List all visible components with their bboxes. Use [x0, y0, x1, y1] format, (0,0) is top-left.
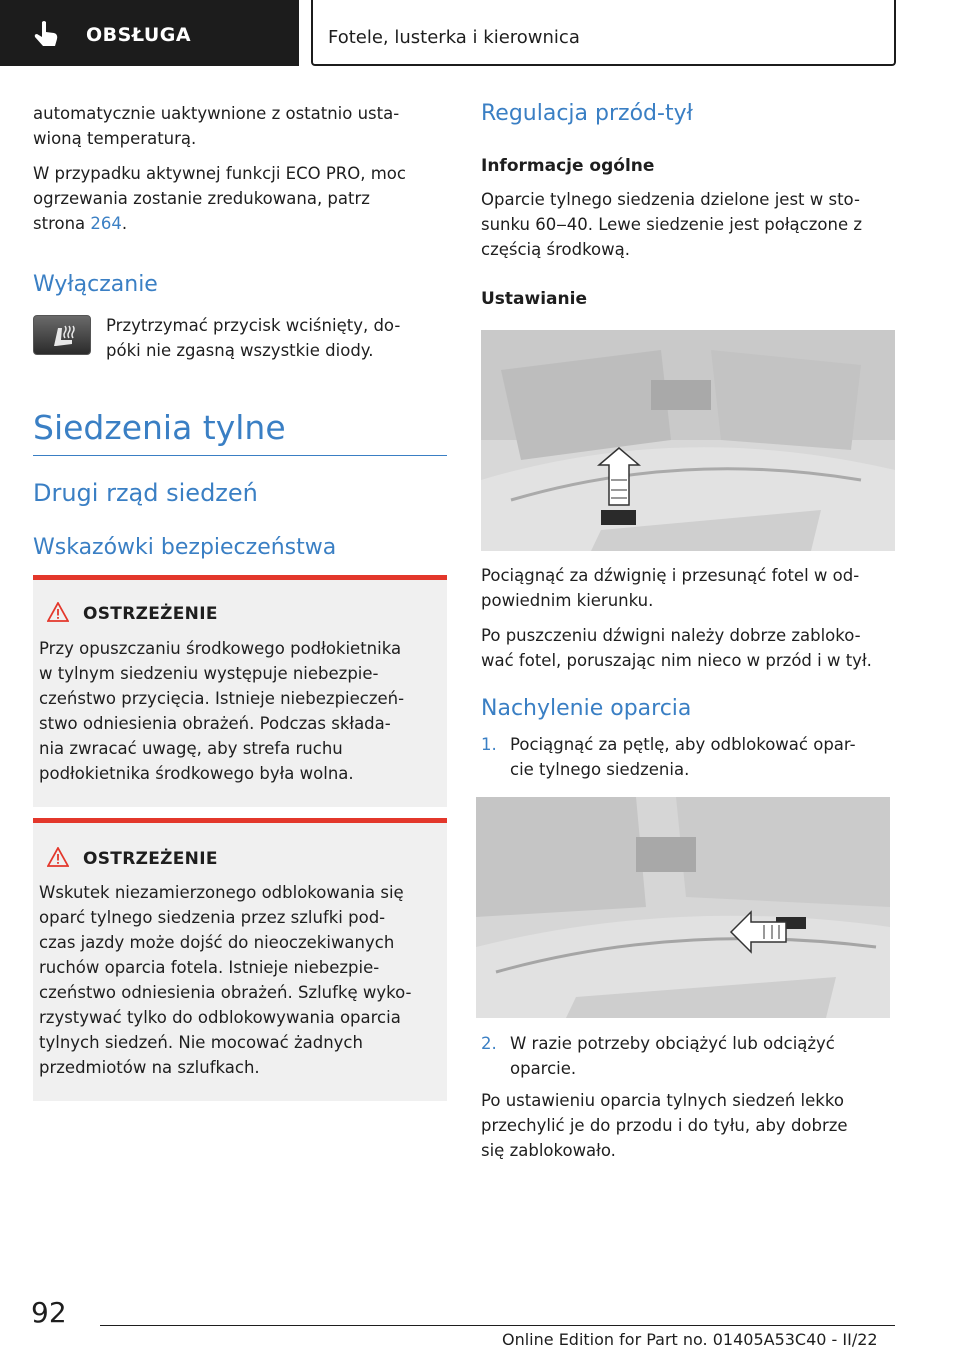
- paragraph-line: póki nie zgasną wszystkie diody.: [106, 341, 374, 360]
- paragraph-line: wioną temperaturą.: [33, 129, 197, 148]
- step-text: cie tylnego siedzenia.: [510, 760, 690, 779]
- warning-line: czeństwo odniesienia obrażeń. Szlufkę wyko-: [39, 983, 412, 1002]
- warning-line: przedmiotów na szlufkach.: [39, 1058, 260, 1077]
- warning-line: czas jazdy może dojść do nieoczekiwanych: [39, 933, 395, 952]
- heading-underline: [33, 455, 447, 456]
- paragraph-line: ogrzewania zostanie zredukowana, patrz: [33, 189, 370, 208]
- rear-seat-lever-illustration: [481, 330, 895, 551]
- heading-setting: Ustawianie: [481, 289, 587, 309]
- seat-heating-icon: [34, 316, 92, 356]
- hand-pointer-icon: [30, 18, 62, 50]
- warning-box: [33, 575, 447, 807]
- heading-general-info: Informacje ogólne: [481, 156, 655, 176]
- warning-line: rzystywać tylko do odblokowywania oparcia: [39, 1008, 401, 1027]
- warning-line: Przy opuszczaniu środkowego podłokietnika: [39, 639, 402, 658]
- paragraph-line: sunku 60‒40. Lewe siedzenie jest połączone z: [481, 215, 862, 234]
- warning-line: czeństwo przycięcia. Istnieje niebezpieczeń-: [39, 689, 405, 708]
- step-text: Pociągnąć za pętlę, aby odblokować opar-: [510, 735, 856, 754]
- paragraph-line: przechylić je do przodu i do tyłu, aby dobrze: [481, 1116, 848, 1135]
- paragraph-text: .: [121, 214, 128, 233]
- header-section-tab: [0, 0, 299, 66]
- paragraph-line: powiednim kierunku.: [481, 591, 654, 610]
- warning-title: OSTRZEŻENIE: [83, 604, 218, 624]
- backrest-loop-photo: [476, 797, 890, 1018]
- heading-rear-seats: Siedzenia tylne: [33, 408, 286, 447]
- paragraph-line: Pociągnąć za dźwignię i przesunąć fotel w od-: [481, 566, 860, 585]
- heading-safety: Wskazówki bezpieczeństwa: [33, 535, 337, 560]
- paragraph-line: Oparcie tylnego siedzenia dzielone jest w sto-: [481, 190, 860, 209]
- warning-line: podłokietnika środkowego była wolna.: [39, 764, 354, 783]
- paragraph-line: W przypadku aktywnej funkcji ECO PRO, moc: [33, 164, 406, 183]
- warning-title: OSTRZEŻENIE: [83, 849, 218, 869]
- warning-line: Wskutek niezamierzonego odblokowania się: [39, 883, 404, 902]
- paragraph-line: częścią środkową.: [481, 240, 630, 259]
- rear-seat-adjust-photo: [481, 330, 895, 551]
- warning-line: tylnych siedzeń. Nie mocować żadnych: [39, 1033, 363, 1052]
- warning-line: w tylnym siedzeniu występuje niebezpie-: [39, 664, 379, 683]
- header-chapter-title: Fotele, lusterka i kierownica: [328, 27, 580, 48]
- step-text: oparcie.: [510, 1059, 577, 1078]
- warning-box: [33, 818, 447, 1101]
- paragraph-line: Przytrzymać przycisk wciśnięty, do-: [106, 316, 401, 335]
- paragraph-line: automatycznie uaktywnione z ostatnio usta-: [33, 104, 400, 123]
- warning-text: [39, 636, 404, 786]
- paragraph-line: się zablokowało.: [481, 1141, 616, 1160]
- step-number: [481, 1031, 497, 1056]
- backrest-loop-illustration: [476, 797, 890, 1018]
- heading-switch-off: Wyłączanie: [33, 272, 158, 297]
- page-reference-link[interactable]: 264: [90, 214, 122, 233]
- paragraph-line: Po ustawieniu oparcia tylnych siedzeń lekko: [481, 1091, 844, 1110]
- warning-triangle-icon: [47, 602, 69, 622]
- heading-fore-aft: Regulacja przód-tył: [481, 101, 693, 126]
- step-number-label: 2.: [481, 1034, 497, 1053]
- heading-second-row: Drugi rząd siedzeń: [33, 479, 258, 507]
- step-number: [481, 732, 497, 757]
- warning-line: stwo odniesienia obrażeń. Podczas składa-: [39, 714, 391, 733]
- heading-backrest-recline: Nachylenie oparcia: [481, 696, 692, 721]
- warning-line: ruchów oparcia fotela. Istnieje niebezpie-: [39, 958, 380, 977]
- paragraph-line: [33, 211, 127, 236]
- paragraph-line: Po puszczeniu dźwigni należy dobrze zabloko-: [481, 626, 861, 645]
- paragraph-line: wać fotel, poruszając nim nieco w przód i w tył.: [481, 651, 872, 670]
- step-text: W razie potrzeby obciążyć lub odciążyć: [510, 1034, 835, 1053]
- warning-line: nia zwracać uwagę, aby strefa ruchu: [39, 739, 343, 758]
- header-chapter-box: [311, 0, 896, 66]
- header-section-label: OBSŁUGA: [86, 24, 192, 46]
- footer-edition: Online Edition for Part no. 01405A53C40 - II/22: [502, 1330, 878, 1349]
- warning-line: oparć tylnego siedzenia przez szlufki pod-: [39, 908, 386, 927]
- footer-divider: [100, 1325, 895, 1326]
- warning-text: [39, 880, 411, 1080]
- paragraph-text: strona: [33, 214, 91, 233]
- seat-heating-button-image: [33, 315, 91, 355]
- warning-triangle-icon: [47, 847, 69, 867]
- step-number-label: 1.: [481, 735, 497, 754]
- page-number: 92: [31, 1296, 67, 1329]
